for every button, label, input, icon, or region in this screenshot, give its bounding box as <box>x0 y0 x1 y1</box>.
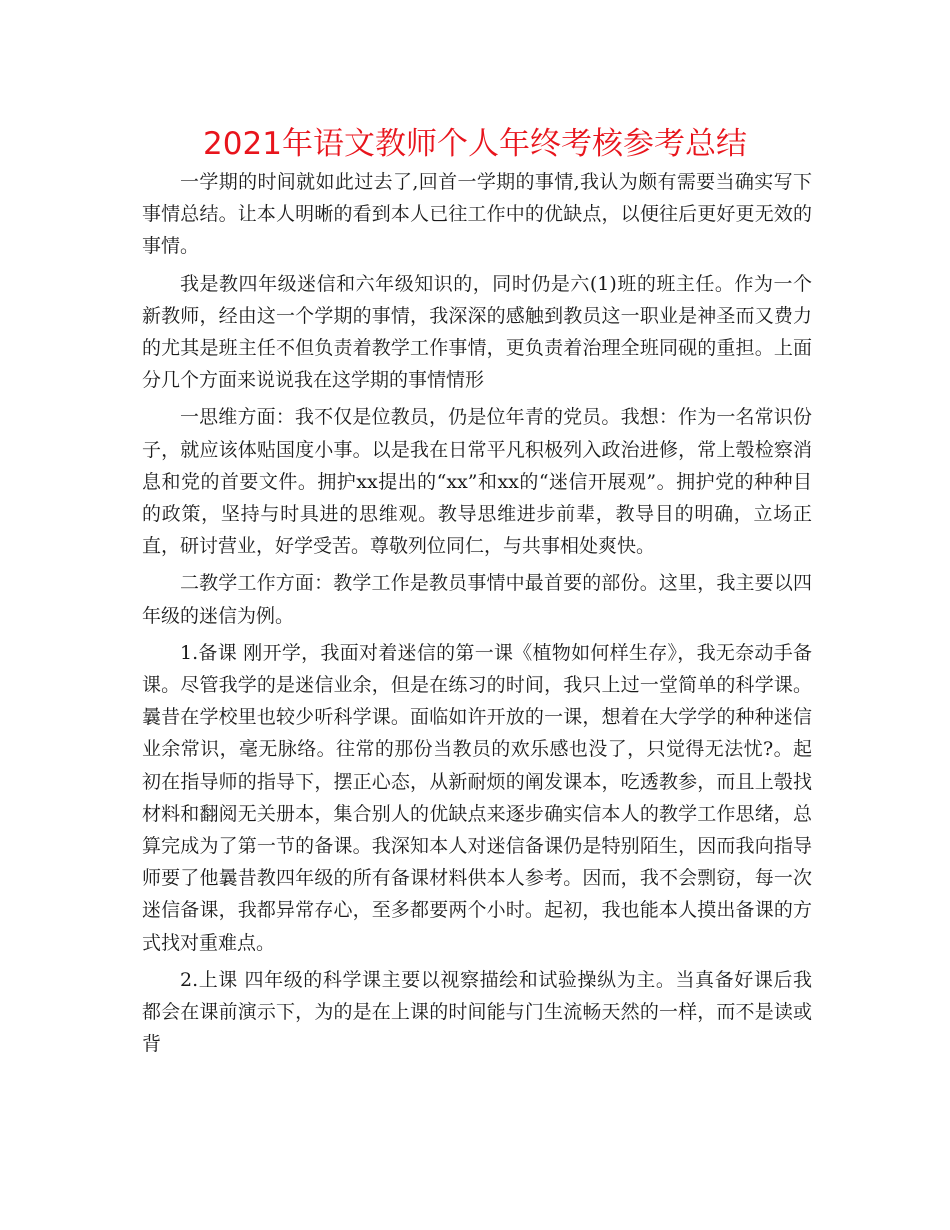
paragraph-lessons: 2.上课 四年级的科学课主要以视察描绘和试验操纵为主。当真备好课后我都会在课前演示下，为的是在上课的时间能与门生流畅天然的一样，而不是读或背 <box>142 968 812 1056</box>
paragraph-intro: 一学期的时间就如此过去了,回首一学期的事情,我认为颇有需要当确实写下事情总结。让本人明晰的看到本人已往工作中的优缺点，以便往后更好更无效的事情。 <box>142 171 812 258</box>
paragraph-background: 我是教四年级迷信和六年级知识的，同时仍是六(1)班的班主任。作为一个新教师，经由这一个学期的事情，我深深的感触到教员这一职业是神圣而又费力的尤其是班主任不但负责着教学工作事情，更负责着治理全班同砚的重担。上面分几个方面来说说我在这学期的事情情形 <box>142 272 812 392</box>
paragraph-teaching-work: 二教学工作方面：教学工作是教员事情中最首要的部份。这里，我主要以四年级的迷信为例。 <box>142 572 812 627</box>
paragraph-thinking: 一思维方面：我不仅是位教员，仍是位年青的党员。我想：作为一名常识份子，就应该体贴国度小事。以是我在日常平凡积极列入政治进修，常上彀检察消息和党的首要文件。拥护xx提出的“xx”和xx的“迷信开展观”。拥护党的种种目的政策，坚持与时具进的思维观。教导思维进步前辈，教导目的明确，立场正直，研讨营业，好学受苦。尊敬列位同仁，与共事相处爽快。 <box>142 406 812 558</box>
document-title: 2021年语文教师个人年终考核参考总结 <box>203 126 747 162</box>
paragraph-lesson-prep: 1.备课 刚开学，我面对着迷信的第一课《植物如何样生存》，我无奈动手备课。尽管我学的是迷信业余，但是在练习的时间，我只上过一堂简单的科学课。曩昔在学校里也较少听科学课。面临如许开放的一课，想着在大学学的种种迷信业余常识，毫无脉络。往常的那份当教员的欢乐感也没了，只觉得无法忧?。起初在指导师的指导下，摆正心态，从新耐烦的阐发课本，吃透教参，而且上彀找材料和翻阅无关册本，集合别人的优缺点来逐步确实信本人的教学工作思绪，总算完成为了第一节的备课。我深知本人对迷信备课仍是特别陌生，因而我向指导师要了他曩昔教四年级的所有备课材料供本人参考。因而，我不会剽窃，每一次迷信备课，我都异常存心，至多都要两个小时。起初，我也能本人摸出备课的方式找对重难点。 <box>142 641 812 954</box>
document-body <box>142 166 812 1060</box>
